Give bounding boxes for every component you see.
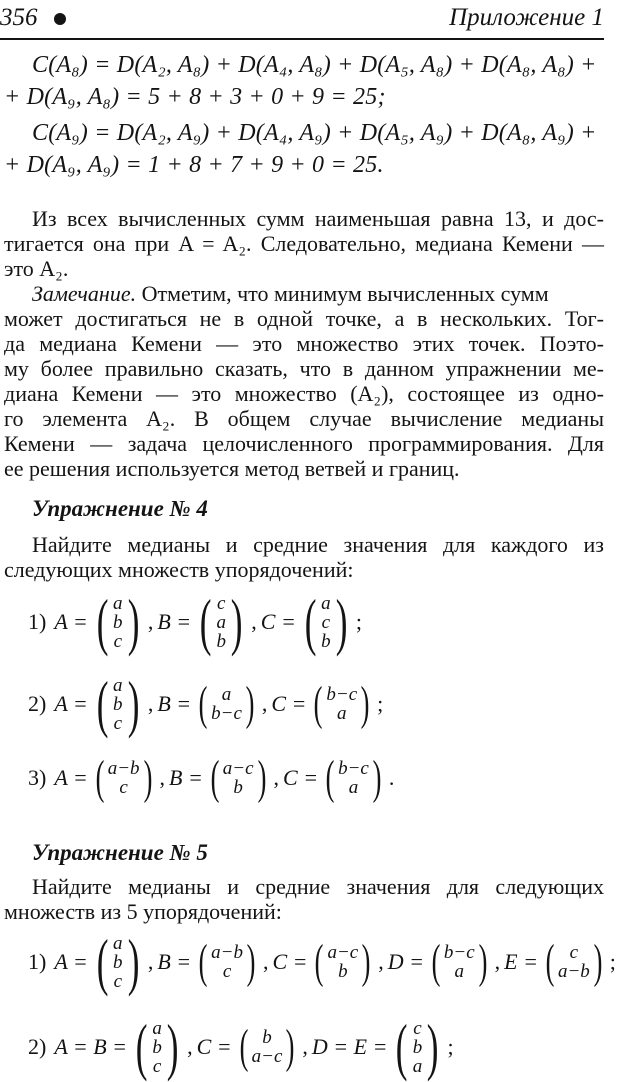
- item-number: 2): [28, 691, 47, 716]
- variable-label: E =: [504, 949, 538, 974]
- item-number: 1): [28, 949, 47, 974]
- end-mark: ;: [377, 691, 384, 716]
- variable-label: A =: [54, 949, 88, 974]
- column-entries: [113, 934, 123, 991]
- column-entry: a: [216, 611, 226, 633]
- column-vector: [322, 751, 385, 804]
- column-entry: a: [337, 703, 347, 724]
- column-entries: [252, 1028, 283, 1066]
- right-paren: ): [143, 751, 152, 804]
- column-entries: [327, 943, 358, 981]
- paragraph-conclusion: [4, 206, 604, 281]
- left-paren: (: [198, 935, 208, 988]
- variable-label: C =: [260, 609, 296, 634]
- left-paren: (: [210, 751, 220, 804]
- right-paren: ): [478, 935, 488, 988]
- variable-label: A =: [54, 765, 88, 790]
- paragraph-line: диана Кемени — это множество (A₂), состоящее из одно-: [4, 381, 604, 406]
- right-paren: ): [593, 935, 603, 988]
- column-entry: a−c: [327, 942, 359, 963]
- column-entry: b: [233, 777, 243, 798]
- paragraph-line: тигается она при A = A₂. Следовательно, медиана Кемени —: [4, 231, 604, 256]
- column-entries: [113, 594, 123, 651]
- paragraph-line: [4, 281, 604, 306]
- comma: ,: [302, 1034, 308, 1059]
- column-entry: a: [113, 674, 123, 696]
- left-paren: (: [95, 751, 105, 804]
- column-entry: a: [412, 1055, 423, 1077]
- right-paren: ): [360, 677, 370, 730]
- left-paren: (: [135, 1011, 148, 1082]
- paragraph-line: Найдите медианы и средние значения для каждого из: [32, 532, 604, 557]
- column-entry: b−c: [326, 684, 358, 705]
- column-entry: a: [321, 592, 331, 614]
- variable-label: B =: [157, 691, 192, 716]
- right-paren: ): [246, 935, 256, 988]
- column-vector: [300, 586, 352, 657]
- right-paren: ): [335, 586, 348, 657]
- column-entry: a: [113, 592, 123, 614]
- column-entry: c: [113, 970, 122, 992]
- column-entry: a−c: [222, 758, 254, 779]
- exercise-4-text: [4, 532, 604, 582]
- column-vector: [310, 677, 373, 730]
- paragraph-line: му более правильно сказать, что в данном упражнении ме-: [4, 356, 604, 381]
- column-vector: [428, 935, 491, 988]
- column-entries: [321, 594, 331, 651]
- right-paren: ): [127, 668, 140, 739]
- paragraph-line: го элемента A₂. В общем случае вычисление медианы: [4, 406, 604, 431]
- variable-label: C =: [272, 949, 308, 974]
- column-entry: c: [321, 611, 331, 633]
- paragraph-line: Из всех вычисленных сумм наименьшая равна 13, и дос-: [32, 206, 604, 231]
- running-head: Приложение 1: [449, 4, 604, 31]
- column-entry: b: [216, 630, 226, 652]
- column-entry: b−c: [338, 758, 369, 779]
- column-entries: [326, 685, 357, 723]
- comma: ,: [378, 949, 384, 974]
- column-vector: [542, 935, 606, 988]
- left-paren: (: [96, 668, 109, 739]
- column-entries: [223, 759, 254, 797]
- variable-label: A = B =: [54, 1034, 127, 1059]
- left-paren: (: [304, 586, 317, 657]
- page-number: 356: [0, 4, 38, 31]
- comma: ,: [494, 949, 501, 974]
- right-paren: ): [257, 751, 266, 804]
- exercise-5-item-2: [28, 1011, 456, 1082]
- column-vector: [92, 926, 144, 997]
- column-entries: [338, 759, 369, 797]
- exercise-5-text: [4, 874, 604, 924]
- column-entries: [211, 943, 243, 981]
- column-entries: [413, 1019, 423, 1076]
- exercise-4-item-2: [28, 668, 385, 739]
- item-number: 1): [28, 609, 47, 634]
- right-paren: ): [245, 677, 255, 730]
- column-entry: a: [221, 684, 232, 705]
- comma: ,: [147, 691, 154, 716]
- column-entry: b−c: [211, 703, 242, 724]
- column-entry: c: [569, 942, 579, 963]
- comma: ,: [261, 691, 268, 716]
- column-entries: [444, 943, 475, 981]
- column-entries: [113, 676, 123, 733]
- equation-c-a8-line2: + D(A₉, A₈) = 5 + 8 + 3 + 0 + 9 = 25;: [4, 84, 386, 110]
- column-entry: c: [113, 712, 122, 734]
- left-paren: (: [396, 1011, 408, 1082]
- column-entry: b: [262, 1027, 272, 1048]
- column-entry: a: [113, 932, 123, 954]
- exercise-4-heading: Упражнение № 4: [32, 496, 208, 521]
- column-entry: a−b: [557, 961, 590, 982]
- paragraph-line: ее решения используется метод ветвей и границ.: [4, 456, 460, 481]
- column-entry: c: [222, 961, 232, 982]
- comma: ,: [251, 609, 257, 634]
- variable-label: C =: [196, 1034, 232, 1059]
- header-rule: [0, 38, 604, 40]
- variable-label: D = E =: [311, 1034, 388, 1059]
- end-mark: .: [388, 765, 395, 790]
- column-entry: a−c: [251, 1046, 283, 1067]
- right-paren: ): [361, 935, 371, 988]
- column-vector: [92, 586, 144, 657]
- column-vector: [92, 668, 144, 739]
- right-paren: ): [127, 586, 140, 657]
- column-entry: a: [454, 961, 465, 982]
- variable-label: D =: [387, 949, 424, 974]
- left-paren: (: [199, 586, 212, 657]
- paragraph-line: следующих множеств упорядочений:: [4, 557, 354, 582]
- column-entry: b: [113, 611, 123, 633]
- paragraph-line: Найдите медианы и средние значения для следующих: [32, 874, 604, 899]
- page-header: [0, 0, 604, 40]
- remark-line1-text: Отметим, что минимум вычисленных сумм: [141, 281, 549, 306]
- column-entries: [211, 685, 242, 723]
- right-paren: ): [286, 1020, 295, 1073]
- right-paren: ): [427, 1011, 439, 1082]
- right-paren: ): [230, 586, 243, 657]
- exercise-4-item-3: [28, 751, 396, 804]
- left-paren: (: [545, 935, 555, 988]
- right-paren: ): [372, 751, 382, 804]
- column-entry: b: [412, 1036, 423, 1058]
- comma: ,: [147, 609, 154, 634]
- column-entry: a: [348, 777, 359, 798]
- equation-c-a9-line2: + D(A₉, A₉) = 1 + 8 + 7 + 9 + 0 = 25.: [4, 152, 384, 178]
- left-paren: (: [239, 1020, 249, 1073]
- right-paren: ): [127, 926, 140, 997]
- column-entries: [216, 594, 226, 651]
- item-number: 2): [28, 1034, 47, 1059]
- variable-label: C =: [271, 691, 307, 716]
- column-entry: a−b: [107, 758, 140, 779]
- comma: ,: [159, 765, 166, 790]
- column-vector: [131, 1011, 183, 1082]
- column-entry: c: [152, 1055, 162, 1077]
- column-vector: [195, 935, 259, 988]
- comma: ,: [273, 765, 280, 790]
- column-entries: [152, 1019, 162, 1076]
- paragraph-line: Кемени — задача целочисленного программирования. Для: [4, 431, 604, 456]
- column-entry: b−c: [443, 942, 475, 963]
- column-entries: [558, 943, 590, 981]
- column-entry: c: [216, 592, 226, 614]
- variable-label: A =: [54, 691, 88, 716]
- column-entry: b: [321, 630, 331, 652]
- comma: ,: [187, 1034, 193, 1059]
- variable-label: B =: [157, 949, 192, 974]
- column-vector: [236, 1020, 299, 1073]
- paragraph-line: это A₂.: [4, 256, 69, 281]
- remark-term: Замечание.: [32, 281, 137, 306]
- column-entry: a: [152, 1017, 162, 1039]
- column-entries: [108, 759, 140, 797]
- column-entry: b: [113, 951, 123, 973]
- column-vector: [92, 751, 156, 804]
- column-entry: c: [413, 1017, 422, 1039]
- column-vector: [311, 935, 374, 988]
- left-paren: (: [314, 677, 323, 730]
- column-entry: a−b: [211, 942, 243, 963]
- paragraph-line: может достигаться не в одной точке, а в нескольких. Тог-: [4, 306, 604, 331]
- left-paren: (: [198, 677, 208, 730]
- comma: ,: [147, 949, 154, 974]
- left-paren: (: [96, 586, 109, 657]
- paragraph-line: множеств из 5 упорядочений:: [4, 899, 282, 924]
- exercise-4-item-1: [28, 586, 364, 657]
- variable-label: B =: [169, 765, 203, 790]
- equation-c-a8-line1: C(A₈) = D(A₂, A₈) + D(A₄, A₈) + D(A₅, A₈) + D(A₈, A₈) +: [32, 52, 597, 78]
- column-entry: c: [113, 630, 122, 652]
- variable-label: A =: [54, 609, 88, 634]
- equation-c-a9-line1: C(A₉) = D(A₂, A₉) + D(A₄, A₉) + D(A₅, A₉) + D(A₈, A₉) +: [32, 120, 597, 146]
- paragraph-remark: [4, 281, 604, 481]
- column-entry: b: [152, 1036, 162, 1058]
- column-vector: [391, 1011, 443, 1082]
- column-vector: [195, 677, 258, 730]
- column-vector: [207, 751, 270, 804]
- paragraph-line: да медиана Кемени — это множество этих точек. Поэто-: [4, 331, 604, 356]
- end-mark: ;: [355, 609, 363, 634]
- left-paren: (: [96, 926, 109, 997]
- comma: ,: [262, 949, 269, 974]
- exercise-5-item-1: [28, 926, 618, 997]
- column-vector: [195, 586, 247, 657]
- item-number: 3): [28, 765, 47, 790]
- right-paren: ): [166, 1011, 179, 1082]
- variable-label: B =: [157, 609, 192, 634]
- bullet-icon: [54, 13, 66, 25]
- left-paren: (: [325, 751, 335, 804]
- column-entry: b: [338, 961, 348, 982]
- end-mark: ;: [609, 949, 616, 974]
- column-entry: b: [113, 693, 123, 715]
- column-entry: c: [119, 777, 128, 798]
- left-paren: (: [431, 935, 441, 988]
- variable-label: C =: [283, 765, 319, 790]
- end-mark: ;: [447, 1034, 454, 1059]
- exercise-5-heading: Упражнение № 5: [32, 840, 208, 865]
- left-paren: (: [315, 935, 324, 988]
